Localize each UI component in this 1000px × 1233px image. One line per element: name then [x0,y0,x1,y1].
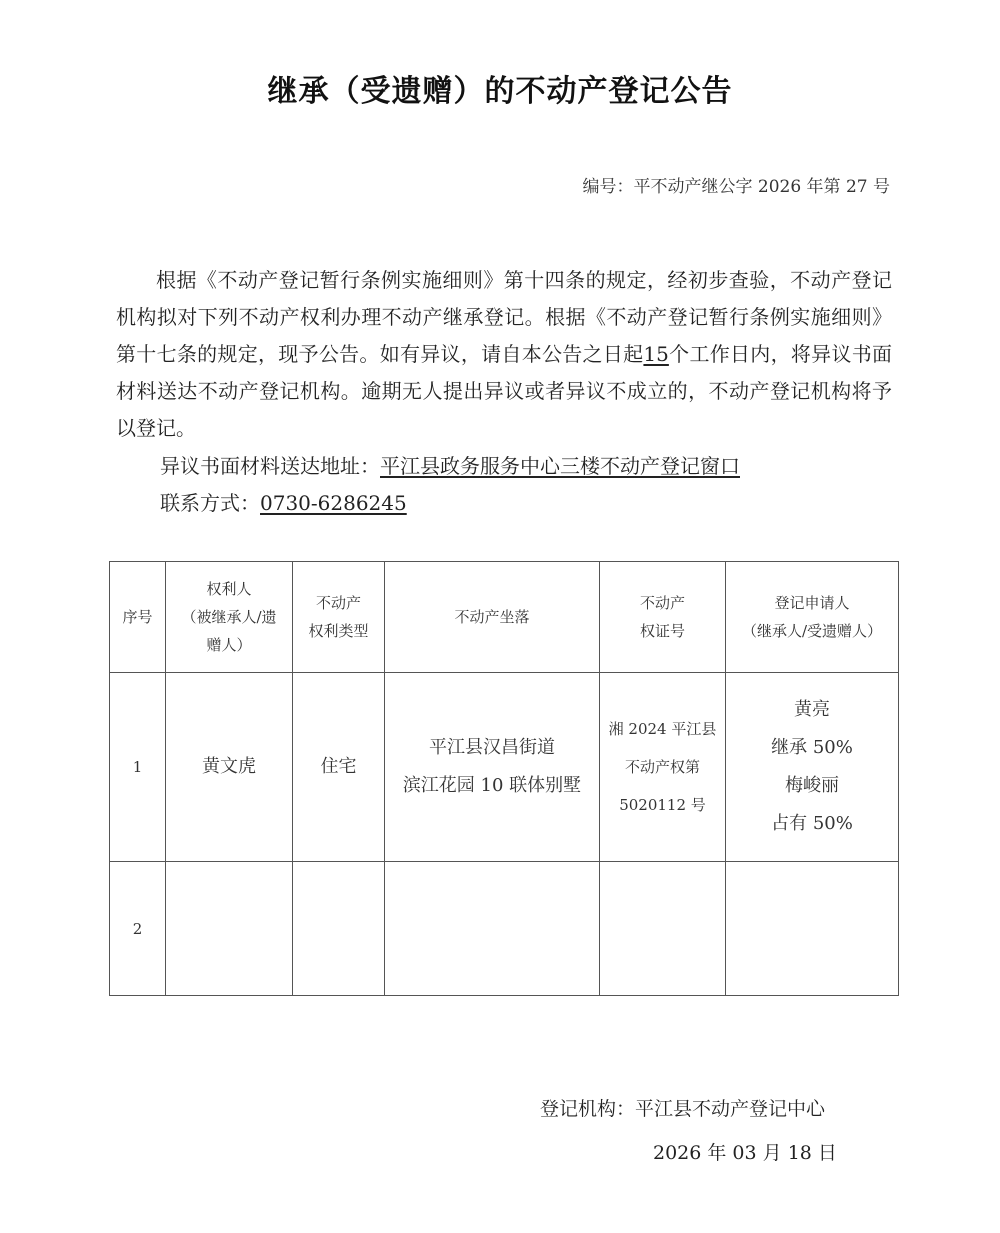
table-row [110,673,899,862]
header-applicant-line: 登记申请人 [774,594,850,612]
objection-address-label: 异议书面材料送达地址： [160,454,380,478]
cell-cert [600,673,726,862]
cell-applicant [726,862,899,996]
applicant-line: 梅峻丽 [785,775,839,796]
objection-address-value: 平江县政务服务中心三楼不动产登记窗口 [380,454,740,478]
header-seq: 序号 [110,562,166,673]
header-owner-line: （被继承人/遗 [181,608,277,626]
objection-days: 15 [643,342,669,366]
table-row [110,862,899,996]
table-header-row [110,562,899,673]
paragraph-text-2: 个工作日内，将异议书面材料送达不动产登记机构。逾期无人提出异议或者异议不成立的，不动产登记机构将予以登记。 [116,342,893,440]
cert-line: 不动产权第 [624,758,700,776]
cell-cert [600,862,726,996]
header-cert-line: 权证号 [639,622,685,640]
announcement-paragraph [116,262,892,447]
objection-address-line [160,450,740,479]
header-type-line: 不动产 [315,594,361,612]
cell-location [385,673,600,862]
announcement-date: 2026 年 03 月 18 日 [653,1142,837,1164]
page-title: 继承（受遗赠）的不动产登记公告 [267,74,733,109]
cell-owner [166,862,293,996]
cell-type: 住宅 [293,673,385,862]
header-applicant [726,562,899,673]
header-location: 不动产坐落 [385,562,600,673]
cell-location [385,862,600,996]
registration-org: 登记机构：平江县不动产登记中心 [540,1098,826,1120]
applicant-line: 占有 50% [771,813,853,834]
header-type [293,562,385,673]
cert-line: 湘 2024 平江县 [608,720,717,738]
cell-applicant [726,673,899,862]
paragraph-text-1: 根据《不动产登记暂行条例实施细则》第十四条的规定，经初步查验，不动产登记机构拟对下列不动产权利办理不动产继承登记。根据《不动产登记暂行条例实施细则》第十七条的规定，现予公告。如有异议，请自本公告之日起 [116,268,892,366]
header-type-line: 权利类型 [308,622,369,640]
contact-phone: 0730-6286245 [260,491,407,515]
cert-line: 5020112 号 [619,796,706,814]
header-owner-line: 赠人） [206,636,252,654]
contact-label: 联系方式： [160,491,260,515]
registration-table [109,561,899,996]
location-line: 滨江花园 10 联体别墅 [402,775,582,796]
cell-type [293,862,385,996]
location-line: 平江县汉昌街道 [429,737,555,758]
applicant-line: 黄亮 [794,699,830,720]
header-owner-line: 权利人 [206,580,252,598]
header-cert [600,562,726,673]
applicant-line: 继承 50% [771,737,853,758]
cell-owner: 黄文虎 [166,673,293,862]
header-cert-line: 不动产 [639,594,685,612]
cell-seq: 2 [110,862,166,996]
header-applicant-line: （继承人/受遗赠人） [741,622,883,640]
doc-number: 编号：平不动产继公字 2026 年第 27 号 [582,177,890,197]
contact-line [160,487,407,516]
cell-seq: 1 [110,673,166,862]
header-owner [166,562,293,673]
